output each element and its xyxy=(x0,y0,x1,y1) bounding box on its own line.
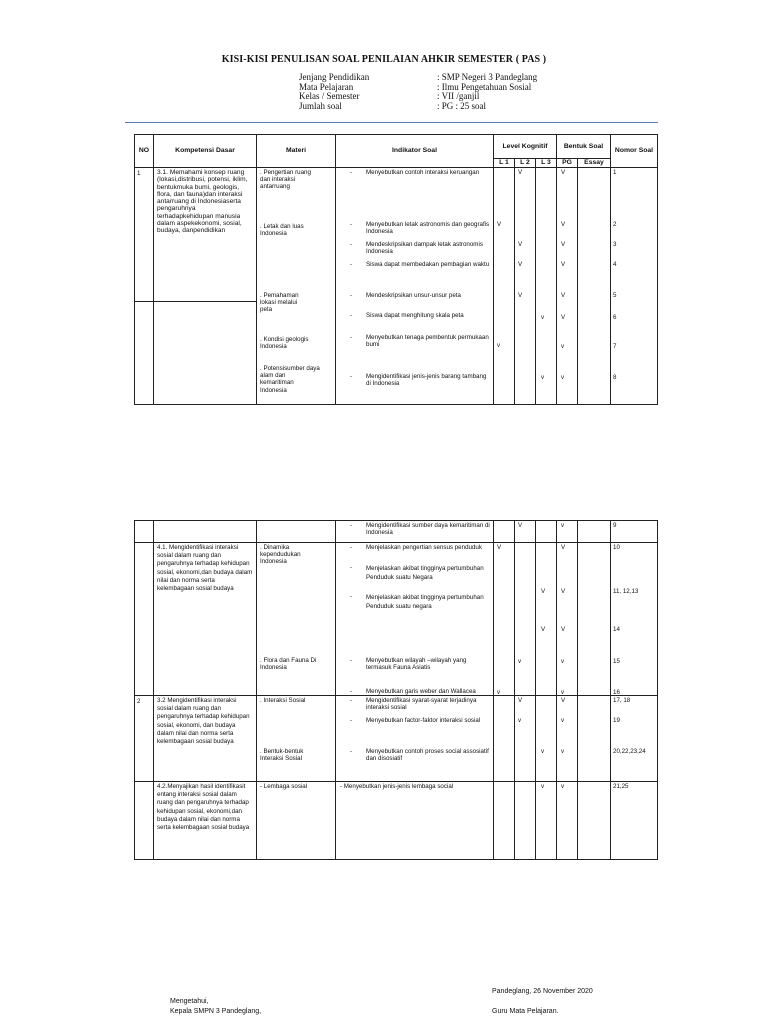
info-label: Mata Pelajaran xyxy=(299,81,354,92)
nomor-soal: 9 xyxy=(611,521,658,543)
l1-mark: V xyxy=(497,544,502,551)
pg-mark: v xyxy=(557,782,578,860)
nomor-soal: 3 xyxy=(613,241,617,248)
pg-mark: V xyxy=(561,221,566,228)
pg-mark: V xyxy=(561,697,566,704)
pg-mark: V xyxy=(561,544,566,551)
info-label: Jumlah soal xyxy=(299,100,342,111)
l2-mark: V xyxy=(518,261,523,268)
pg-mark: v xyxy=(557,521,578,543)
info-label: Jenjang Pendidikan xyxy=(299,72,370,82)
indikator-soal-4: Siswa dapat membedakan pembagian waktu xyxy=(366,261,490,268)
pg-mark: v xyxy=(561,717,565,724)
l2-column-p1 xyxy=(515,168,536,405)
nomor-soal: 5 xyxy=(613,292,617,299)
indikator-soal-17: Mengidentifikasi syarat-syarat terjadinya interaksi sosial xyxy=(366,697,477,712)
header-indikator-soal: Indikator Soal xyxy=(336,135,494,168)
nomor-soal: 17, 18 xyxy=(613,697,631,704)
nomor-soal: 15 xyxy=(613,658,620,665)
indikator-soal-3: Mendeskripsikan dampak letak astronomis Indonesia xyxy=(366,241,483,256)
pg-column-p1 xyxy=(557,168,578,405)
mengetahui-label: Mengetahui, xyxy=(170,998,209,1005)
nomor-soal: 14 xyxy=(613,626,620,633)
pg-mark: v xyxy=(561,374,565,381)
nomor-column-p2b xyxy=(611,696,658,782)
row-no: 1 xyxy=(135,168,154,302)
indikator-cell: - Mengidentifikasi sumber daya kemaritiman di Indonesia xyxy=(336,521,494,543)
l1-column-p1 xyxy=(494,168,515,405)
indikator-soal-1: Menyebutkan contoh interaksi keruangan xyxy=(366,169,480,176)
nomor-soal: 10 xyxy=(613,544,620,551)
pg-mark: v xyxy=(561,343,565,350)
header-l2: L 2 xyxy=(515,159,536,168)
l3-mark: v xyxy=(536,782,557,860)
indikator-column-p2c xyxy=(336,782,494,860)
pg-column-p2b xyxy=(557,696,578,782)
l2-mark: v xyxy=(518,717,522,724)
pg-mark: v xyxy=(561,689,565,695)
materi-column-p2b xyxy=(257,696,336,782)
row-no-empty xyxy=(135,301,154,404)
info-row-jumlah xyxy=(299,102,537,112)
l3-mark: v xyxy=(541,748,545,755)
materi-item: . Flora dan Fauna Di Indonesia xyxy=(260,657,317,672)
document-title: KISI-KISI PENULISAN SOAL PENILAIAN AHKIR SEMESTER ( PAS ) xyxy=(221,54,547,65)
info-value: : SMP Negeri 3 Pandeglang xyxy=(437,72,538,82)
indikator-soal-10: Menjelaskan pengertian sensus penduduk xyxy=(366,544,482,551)
materi-column-p2a xyxy=(257,543,336,696)
nomor-soal: 1 xyxy=(613,169,617,176)
pg-mark: v xyxy=(561,658,565,665)
row-no-empty xyxy=(135,782,154,860)
l2-mark: V xyxy=(518,169,523,176)
indikator-soal-9: Mengidentifikasi sumber daya kemaritiman di Indonesia xyxy=(366,522,490,537)
info-value: : VII /ganjil xyxy=(437,91,480,101)
indikator-soal-11: Menjelaskan akibat tingginya pertumbuhan Penduduk suatu Negara xyxy=(366,565,484,581)
indikator-soal-6: Siswa dapat menghitung skala peta xyxy=(366,312,464,319)
info-label: Kelas / Semester xyxy=(299,91,360,101)
indikator-soal-7: Menyebutkan tenaga pembentuk permukaan bumi xyxy=(366,334,489,349)
indikator-soal-19: Menyebutkan factor-faktor interaksi sosial xyxy=(366,717,481,724)
nomor-soal: 4 xyxy=(613,261,617,268)
materi-item: . Bentuk-bentuk Interaksi Sosial xyxy=(260,748,304,763)
indikator-soal-2: Menyebutkan letak astronomis dan geografis Indonesia xyxy=(366,221,490,236)
header-l3: L 3 xyxy=(536,159,557,168)
nomor-column-p1 xyxy=(611,168,658,405)
l3-mark: V xyxy=(541,588,546,595)
guru-mapel-label: Guru Mata Pelajaran. xyxy=(492,1008,559,1015)
materi-empty xyxy=(257,521,336,543)
materi-item: . Letak dan luas Indonesia xyxy=(260,223,304,238)
place-date: Pandeglang, 26 November 2020 xyxy=(492,988,593,995)
l2-mark: V xyxy=(515,521,536,543)
header-bentuk-soal: Bentuk Soal xyxy=(557,135,611,159)
row-no-empty xyxy=(135,521,154,543)
pg-mark: V xyxy=(561,241,566,248)
materi-item: . Dinamika kependudukan Indonesia xyxy=(260,544,301,566)
l3-mark: v xyxy=(541,374,545,381)
l3-column-p2b xyxy=(536,696,557,782)
l2-mark: V xyxy=(518,697,523,704)
header-materi: Materi xyxy=(257,135,336,168)
kepala-sekolah-label: Kepala SMPN 3 Pandeglang, xyxy=(170,1008,262,1015)
materi-item: . Kondisi geologis Indonesia xyxy=(260,336,309,351)
essay-column-p2a xyxy=(578,543,611,696)
indikator-soal-21: - Menyebutkan jenis-jenis lembaga social xyxy=(340,783,454,790)
nomor-soal: 19 xyxy=(613,717,620,724)
pg-mark: V xyxy=(561,314,566,321)
l1-mark: v xyxy=(497,689,501,695)
indikator-soal-15: Menyebutkan wilayah –wilayah yang termasuk Fauna Asiatis xyxy=(366,657,467,672)
row-no: 2 xyxy=(135,696,154,782)
kompetensi-dasar-3-2: 3.2 Mengidentifikasi interaksi sosial dalam ruang dan pengaruhnya terhadap kehidupan sosial, ekonomi, dan budaya dalam nilai dan norma serta kelembagaan sosial budaya xyxy=(154,696,257,782)
header-essay: Essay xyxy=(578,159,611,168)
pg-mark: V xyxy=(561,588,566,595)
l2-column-p2a xyxy=(515,543,536,696)
materi-item: . Pengertian ruang dan interaksi antarruang xyxy=(260,169,311,191)
indikator-column-p1: - Menyebutkan contoh interaksi keruangan - Menyebutkan letak astronomis dan geografis Indonesia - Mendeskripsikan dampak letak astronomis Indonesia - Siswa dapat membedakan pembagian waktu - Mendeskripsikan unsur-unsur peta - Siswa dapat menghitung skala peta - Menyebutkan tenaga pembentuk permukaan bumi - Mengidentifikasi jenis-jenis barang tambang di Indonesia xyxy=(336,168,494,405)
row-no-empty xyxy=(135,543,154,696)
header-nomor-soal: Nomor Soal xyxy=(611,135,658,168)
nomor-soal: 21,25 xyxy=(611,782,658,860)
nomor-soal: 20,22,23,24 xyxy=(613,748,646,755)
nomor-soal: 6 xyxy=(613,314,617,321)
indikator-column-p2a: - Menjelaskan pengertian sensus penduduk - Menjelaskan akibat tingginya pertumbuhan Penduduk suatu Negara - Menjelaskan akibat tingginya pertumbuhan Penduduk suatu negara - Menyebutkan wilayah –wilayah yang termasuk Fauna Asiatis - Menyebutkan garis weber dan Wallacea xyxy=(336,543,494,696)
nomor-soal: 7 xyxy=(613,343,617,350)
nomor-soal: 11, 12,13 xyxy=(613,588,639,595)
l1-column-p2a xyxy=(494,543,515,696)
l2-column-p2b xyxy=(515,696,536,782)
pg-mark: V xyxy=(561,169,566,176)
nomor-column-p2a xyxy=(611,543,658,696)
indikator-soal-16: Menyebutkan garis weber dan Wallacea xyxy=(366,688,476,695)
header-no: NO xyxy=(135,135,154,168)
kompetensi-dasar-3-1: 3.1. Memahami konsep ruang (lokasi,distribusi, potensi, iklim, bentukmuka bumi, geologis, flora, dan fauna)dan interaksi antarruang di Indonesiaserta pengaruhnya terhadapkehidupan manusia dalam aspekekonomi, sosial, budaya, danpendidikan xyxy=(154,168,257,302)
l1-mark: v xyxy=(497,342,501,349)
nomor-soal: 2 xyxy=(613,221,617,228)
essay-column-p1 xyxy=(578,168,611,405)
nomor-soal: 8 xyxy=(613,374,617,381)
header-level-kognitif: Level Kognitif xyxy=(494,135,557,159)
kompetensi-dasar-4-1: 4.1. Mengidentifikasi interaksi sosial dalam ruang dan pengaruhnya terhadap kehidupan sosial, ekonomi,dan budaya dalam nilai dan norma serta kelembagaan sosial budaya xyxy=(154,543,257,696)
l2-mark: V xyxy=(518,241,523,248)
nomor-soal: 16 xyxy=(613,689,620,695)
l2-mark: v xyxy=(518,658,522,665)
indikator-soal-8: Mengidentifikasi jenis-jenis barang tambang di Indonesia xyxy=(366,373,487,388)
indikator-soal-20: Menyebutkan contoh proses social assosiatif dan disosiatif xyxy=(366,748,489,763)
indikator-column-p2b: - Mengidentifikasi syarat-syarat terjadinya interaksi sosial - Menyebutkan factor-faktor interaksi sosial - Menyebutkan contoh proses social assosiatif dan disosiatif xyxy=(336,696,494,782)
pg-mark: V xyxy=(561,292,566,299)
kompetensi-dasar-empty xyxy=(154,521,257,543)
materi-item: - Lembaga sosial xyxy=(257,782,336,860)
info-value: : PG : 25 soal xyxy=(437,100,487,111)
document-info xyxy=(299,73,537,111)
header-pg: PG xyxy=(557,159,578,168)
header-kompetensi-dasar: Kompetensi Dasar xyxy=(154,135,257,168)
materi-item: . Pemahaman lokasi melalui peta xyxy=(260,292,299,314)
header-divider xyxy=(125,122,658,123)
indikator-soal-14: Menjelaskan akibat tingginya pertumbuhan Penduduk suatu negara xyxy=(366,594,484,610)
materi-item: . Potensisumber daya alam dan kemaritiman Indonesia xyxy=(260,365,320,394)
kompetensi-dasar-empty xyxy=(154,301,257,404)
pg-mark: v xyxy=(561,748,565,755)
kisi-kisi-table-page-2 xyxy=(134,520,658,860)
pg-mark: V xyxy=(561,261,566,268)
l3-column-p1 xyxy=(536,168,557,405)
kisi-kisi-table-page-1 xyxy=(134,134,658,405)
l3-mark: V xyxy=(541,626,546,633)
materi-column-p1 xyxy=(257,168,336,405)
kompetensi-dasar-4-2: 4.2.Menyajikan hasil identifikasit entang interaksi sosial dalam ruang dan pengaruhnya terhadap kehidupan sosial, ekonomi,dan budaya dalam nilai dan norma serta kelembagaan sosial budaya xyxy=(154,782,257,860)
l2-mark: V xyxy=(518,292,523,299)
pg-column-p2a xyxy=(557,543,578,696)
l3-column-p2a xyxy=(536,543,557,696)
header-l1: L 1 xyxy=(494,159,515,168)
pg-mark: V xyxy=(561,626,566,633)
indikator-soal-5: Mendeskripsikan unsur-unsur peta xyxy=(366,292,461,299)
l1-mark: V xyxy=(497,221,502,228)
materi-item: . Interaksi Sosial xyxy=(260,697,306,704)
l3-mark: v xyxy=(541,314,545,321)
info-value: : Ilmu Pengetahuan Sosial xyxy=(437,81,532,92)
